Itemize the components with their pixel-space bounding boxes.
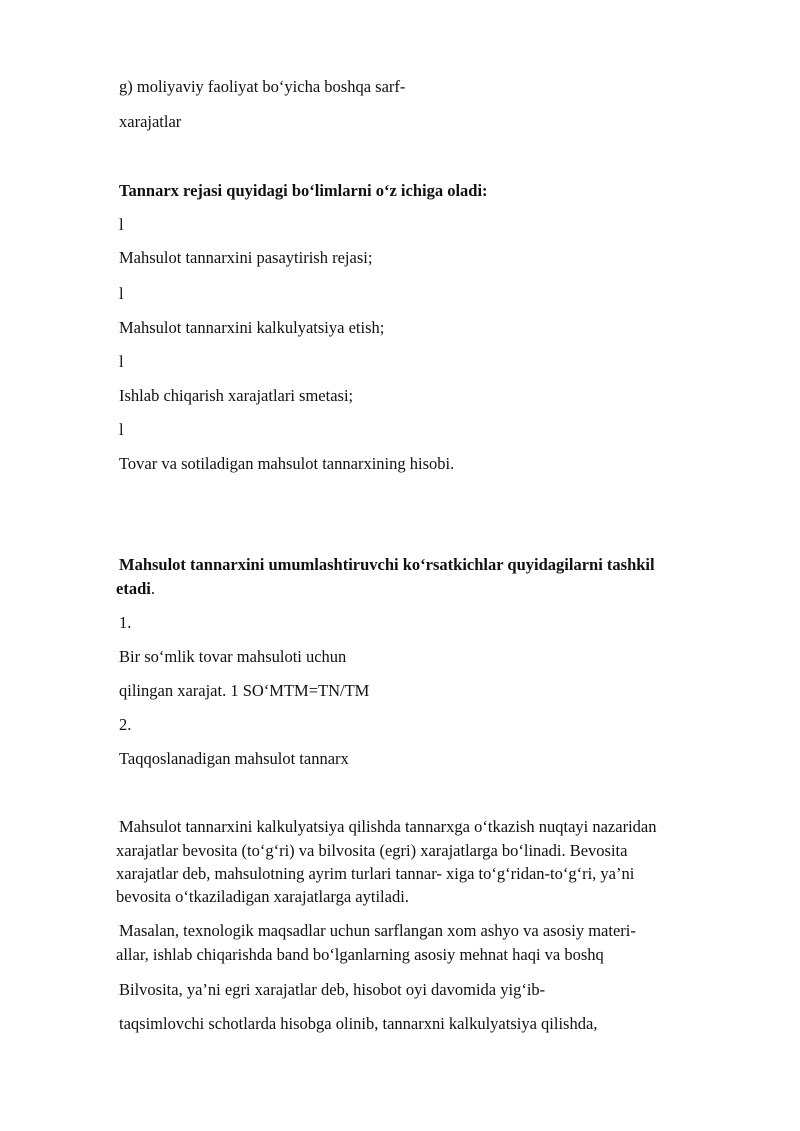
paragraph-line: Masalan, texnologik maqsadlar uchun sarflangan xom ashyo va asosiy materi- [119, 921, 636, 940]
text-line: xarajatlar [119, 112, 182, 131]
bullet-marker: l [119, 420, 124, 439]
paragraph-line: xarajatlar deb, mahsulotning ayrim turlari tannar- xiga to‘g‘ridan-to‘g‘ri, ya’ni [116, 864, 635, 883]
list-item: Ishlab chiqarish xarajatlari smetasi; [119, 386, 354, 405]
paragraph-line: xarajatlar bevosita (to‘g‘ri) va bilvosita (egri) xarajatlarga bo‘linadi. Bevosita [116, 841, 628, 860]
section-heading: Mahsulot tannarxini umumlashtiruvchi ko‘rsatkichlar quyidagilarni tashkil [119, 555, 655, 574]
heading-word: etadi [116, 579, 151, 598]
paragraph-line: bevosita o‘tkaziladigan xarajatlarga aytiladi. [116, 887, 409, 906]
paragraph-line: Bilvosita, ya’ni egri xarajatlar deb, hisobot oyi davomida yig‘ib- [119, 980, 546, 999]
list-item: Mahsulot tannarxini kalkulyatsiya etish; [119, 318, 385, 337]
list-item: Mahsulot tannarxini pasaytirish rejasi; [119, 248, 373, 267]
list-item: Tovar va sotiladigan mahsulot tannarxining hisobi. [119, 454, 455, 473]
bullet-marker: l [119, 284, 124, 303]
heading-period: . [150, 579, 155, 598]
paragraph-line: Mahsulot tannarxini kalkulyatsiya qilishda tannarxga o‘tkazish nuqtayi nazaridan [119, 817, 657, 836]
list-item: Bir so‘mlik tovar mahsuloti uchun [119, 647, 347, 666]
section-heading: Tannarx rejasi quyidagi bo‘limlarni o‘z ichiga oladi: [119, 181, 488, 200]
list-number: 1. [119, 613, 132, 632]
list-number: 2. [119, 715, 132, 734]
bullet-marker: l [119, 352, 124, 371]
paragraph-line: taqsimlovchi schotlarda hisobga olinib, tannarxni kalkulyatsiya qilishda, [119, 1014, 598, 1033]
list-item: qilingan xarajat. 1 SO‘MTM=TN/TM [119, 681, 370, 700]
list-item: Taqqoslanadigan mahsulot tannarx [119, 749, 349, 768]
text-line: g) moliyaviy faoliyat bo‘yicha boshqa sarf- [119, 77, 406, 96]
section-heading-end [116, 579, 155, 599]
paragraph-line: allar, ishlab chiqarishda band bo‘lganlarning asosiy mehnat haqi va boshq [116, 945, 604, 964]
bullet-marker: l [119, 215, 124, 234]
